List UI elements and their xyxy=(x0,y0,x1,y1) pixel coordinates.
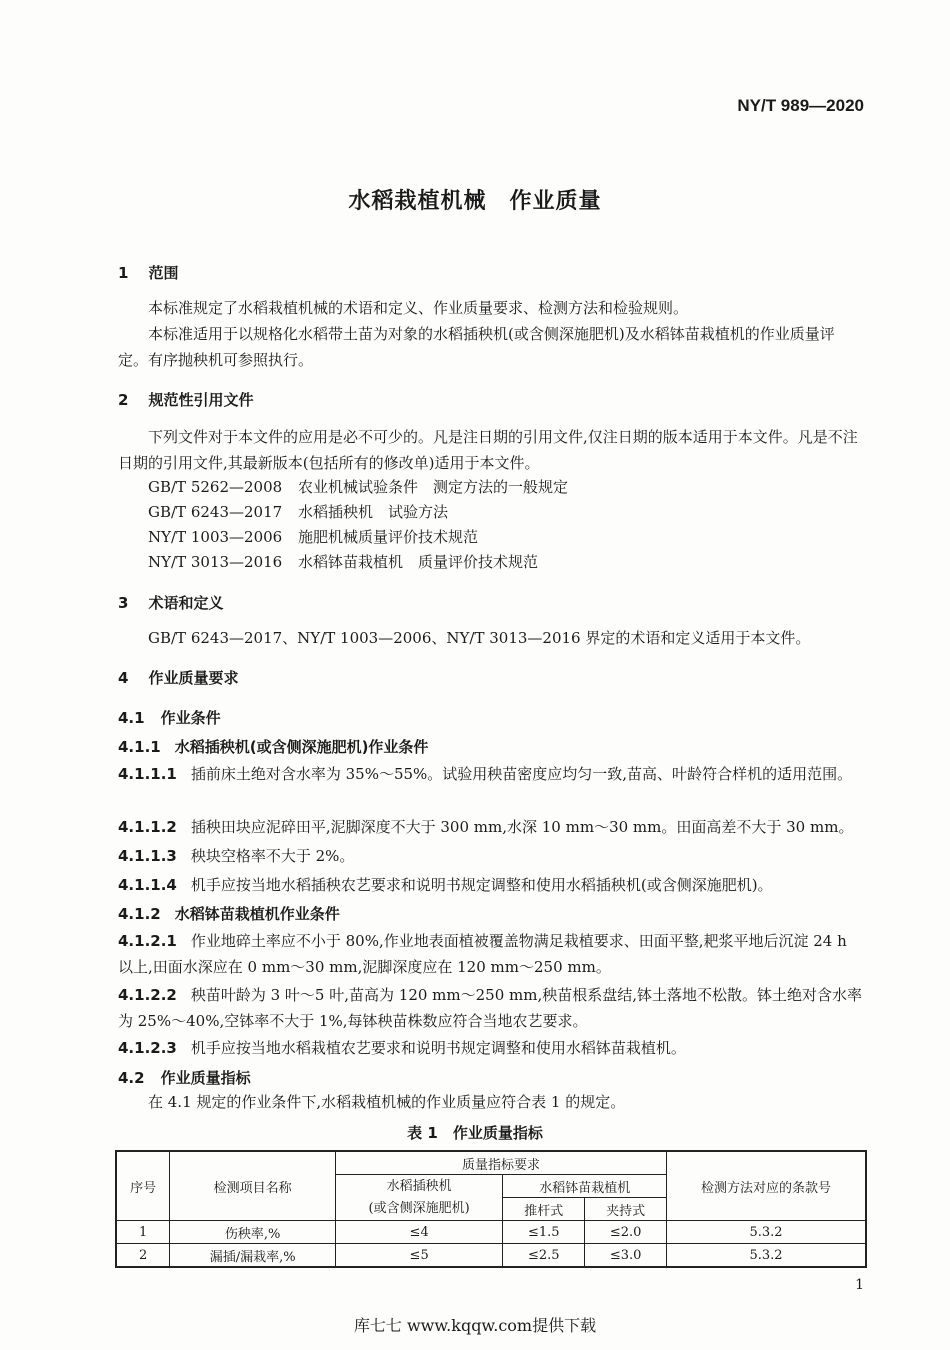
subsection-4-1-2-heading xyxy=(118,903,340,924)
subsection-title: 水稻插秧机(或含侧深施肥机)作业条件 xyxy=(174,738,429,756)
subsection-4-1-1-heading xyxy=(118,736,428,757)
clause-text: 插前床土绝对含水率为 35%～55%。试验用秧苗密度应均匀一致,苗高、叶龄符合样机的适用范围。 xyxy=(190,765,853,783)
subsection-title: 作业条件 xyxy=(160,709,221,727)
subsection-number: 4.2 xyxy=(118,1069,145,1087)
reference-title: 水稻钵苗栽植机 质量评价技术规范 xyxy=(298,553,539,571)
reference-code: GB/T 5262—2008 xyxy=(148,478,283,496)
subsection-title: 水稻钵苗栽植机作业条件 xyxy=(174,905,340,923)
cell-clause: 5.3.2 xyxy=(667,1244,866,1268)
clause-number: 4.1.1.1 xyxy=(118,765,177,783)
download-footer: 库七七 www.kqqw.com提供下载 xyxy=(353,1316,597,1335)
clause-number: 4.1.2.2 xyxy=(118,986,177,1004)
cell-clamp: ≤3.0 xyxy=(585,1244,667,1268)
clause-number: 4.1.1.4 xyxy=(118,876,177,894)
section-title: 规范性引用文件 xyxy=(148,391,254,409)
reference-title: 水稻插秧机 试验方法 xyxy=(298,503,449,521)
header-clamp: 夹持式 xyxy=(585,1198,667,1221)
clause-4-1-1-1 xyxy=(118,761,864,787)
cell-clamp: ≤2.0 xyxy=(585,1221,667,1244)
reference-title: 施肥机械质量评价技术规范 xyxy=(298,528,479,546)
subsection-number: 4.1 xyxy=(118,709,145,727)
reference-item xyxy=(148,500,448,524)
reference-item xyxy=(148,550,538,574)
clause-text: 插秧田块应泥碎田平,泥脚深度不大于 300 mm,水深 10 mm～30 mm。田面高差不大于 30 mm。 xyxy=(190,818,854,836)
subsection-4-1-heading xyxy=(118,707,221,728)
clause-text: 秧苗叶龄为 3 叶～5 叶,苗高为 120 mm～250 mm,秧苗根系盘结,钵土落地不松散。钵土绝对含水率为 25%～40%,空钵率不大于 1%,每钵秧苗株数应符合当地农艺要求。 xyxy=(118,986,863,1030)
header-pot: 水稻钵苗栽植机 xyxy=(503,1175,667,1198)
section-title: 范围 xyxy=(148,264,179,282)
section-2-para-1: 下列文件对于本文件的应用是必不可少的。凡是注日期的引用文件,仅注日期的版本适用于本文件。凡是不注日期的引用文件,其最新版本(包括所有的修改单)适用于本文件。 xyxy=(118,428,858,472)
header-transplanter-line1: 水稻插秧机 xyxy=(386,1178,452,1194)
cell-item: 漏插/漏栽率,% xyxy=(170,1244,336,1268)
section-title: 术语和定义 xyxy=(148,594,224,612)
section-4-2-para: 在 4.1 规定的作业条件下,水稻栽植机械的作业质量应符合表 1 的规定。 xyxy=(148,1093,626,1111)
reference-item xyxy=(148,525,478,549)
section-3-para-1: GB/T 6243—2017、NY/T 1003—2006、NY/T 3013—2016 界定的术语和定义适用于本文件。 xyxy=(148,629,811,647)
clause-4-1-1-2 xyxy=(118,814,864,840)
clause-4-1-2-1 xyxy=(118,928,864,980)
section-4-heading xyxy=(118,667,238,688)
section-1-para-2: 本标准适用于以规格化水稻带土苗为对象的水稻插秧机(或含侧深施肥机)及水稻钵苗栽植机的作业质量评定。有序抛秧机可参照执行。 xyxy=(118,325,835,369)
reference-title: 农业机械试验条件 测定方法的一般规定 xyxy=(298,478,569,496)
header-transplanter xyxy=(335,1175,502,1221)
header-push: 推杆式 xyxy=(503,1198,585,1221)
clause-4-1-2-2 xyxy=(118,982,864,1034)
section-3-heading xyxy=(118,592,223,613)
section-number: 2 xyxy=(118,391,129,409)
cell-transplanter: ≤4 xyxy=(335,1221,502,1244)
reference-code: GB/T 6243—2017 xyxy=(148,503,283,521)
clause-number: 4.1.2.1 xyxy=(118,932,177,950)
section-title: 作业质量要求 xyxy=(148,669,239,687)
table-caption: 表 1 作业质量指标 xyxy=(407,1124,543,1142)
table-row xyxy=(116,1244,866,1268)
subsection-number: 4.1.2 xyxy=(118,905,161,923)
quality-table xyxy=(115,1150,867,1268)
clause-text: 作业地碎土率应不小于 80%,作业地表面植被覆盖物满足栽植要求、田面平整,耙浆平地后沉淀 24 h 以上,田面水深应在 0 mm～30 mm,泥脚深度应在 120 mm～250 mm。 xyxy=(118,932,847,976)
subsection-4-2-heading xyxy=(118,1067,251,1088)
cell-item: 伤秧率,% xyxy=(170,1221,336,1244)
clause-text: 机手应按当地水稻插秧农艺要求和说明书规定调整和使用水稻插秧机(或含侧深施肥机)。 xyxy=(190,876,773,894)
clause-text: 秧块空格率不大于 2%。 xyxy=(190,847,355,865)
subsection-number: 4.1.1 xyxy=(118,738,161,756)
header-item: 检测项目名称 xyxy=(170,1151,336,1221)
table-row xyxy=(116,1221,866,1244)
section-number: 3 xyxy=(118,594,129,612)
subsection-title: 作业质量指标 xyxy=(160,1069,251,1087)
cell-seq: 1 xyxy=(116,1221,170,1244)
section-1-para-1: 本标准规定了水稻栽植机械的术语和定义、作业质量要求、检测方法和检验规则。 xyxy=(148,299,689,317)
standard-code: NY/T 989—2020 xyxy=(737,96,864,115)
cell-transplanter: ≤5 xyxy=(335,1244,502,1268)
clause-4-1-1-4 xyxy=(118,872,864,898)
document-title: 水稻栽植机械 作业质量 xyxy=(348,189,602,214)
page-number: 1 xyxy=(855,1277,864,1293)
header-transplanter-line2: (或含侧深施肥机) xyxy=(368,1200,470,1216)
clause-4-1-2-3 xyxy=(118,1035,864,1061)
section-number: 1 xyxy=(118,264,129,282)
reference-code: NY/T 3013—2016 xyxy=(148,553,283,571)
clause-number: 4.1.1.3 xyxy=(118,847,177,865)
section-1-heading xyxy=(118,262,178,283)
section-2-heading xyxy=(118,389,253,410)
header-method: 检测方法对应的条款号 xyxy=(667,1151,866,1221)
clause-number: 4.1.1.2 xyxy=(118,818,177,836)
clause-4-1-1-3 xyxy=(118,843,864,869)
cell-seq: 2 xyxy=(116,1244,170,1268)
header-quality: 质量指标要求 xyxy=(335,1151,666,1175)
header-seq: 序号 xyxy=(116,1151,170,1221)
reference-code: NY/T 1003—2006 xyxy=(148,528,283,546)
clause-text: 机手应按当地水稻栽植农艺要求和说明书规定调整和使用水稻钵苗栽植机。 xyxy=(190,1039,686,1057)
section-number: 4 xyxy=(118,669,129,687)
clause-number: 4.1.2.3 xyxy=(118,1039,177,1057)
cell-push: ≤1.5 xyxy=(503,1221,585,1244)
cell-clause: 5.3.2 xyxy=(667,1221,866,1244)
reference-item xyxy=(148,475,568,499)
cell-push: ≤2.5 xyxy=(503,1244,585,1268)
